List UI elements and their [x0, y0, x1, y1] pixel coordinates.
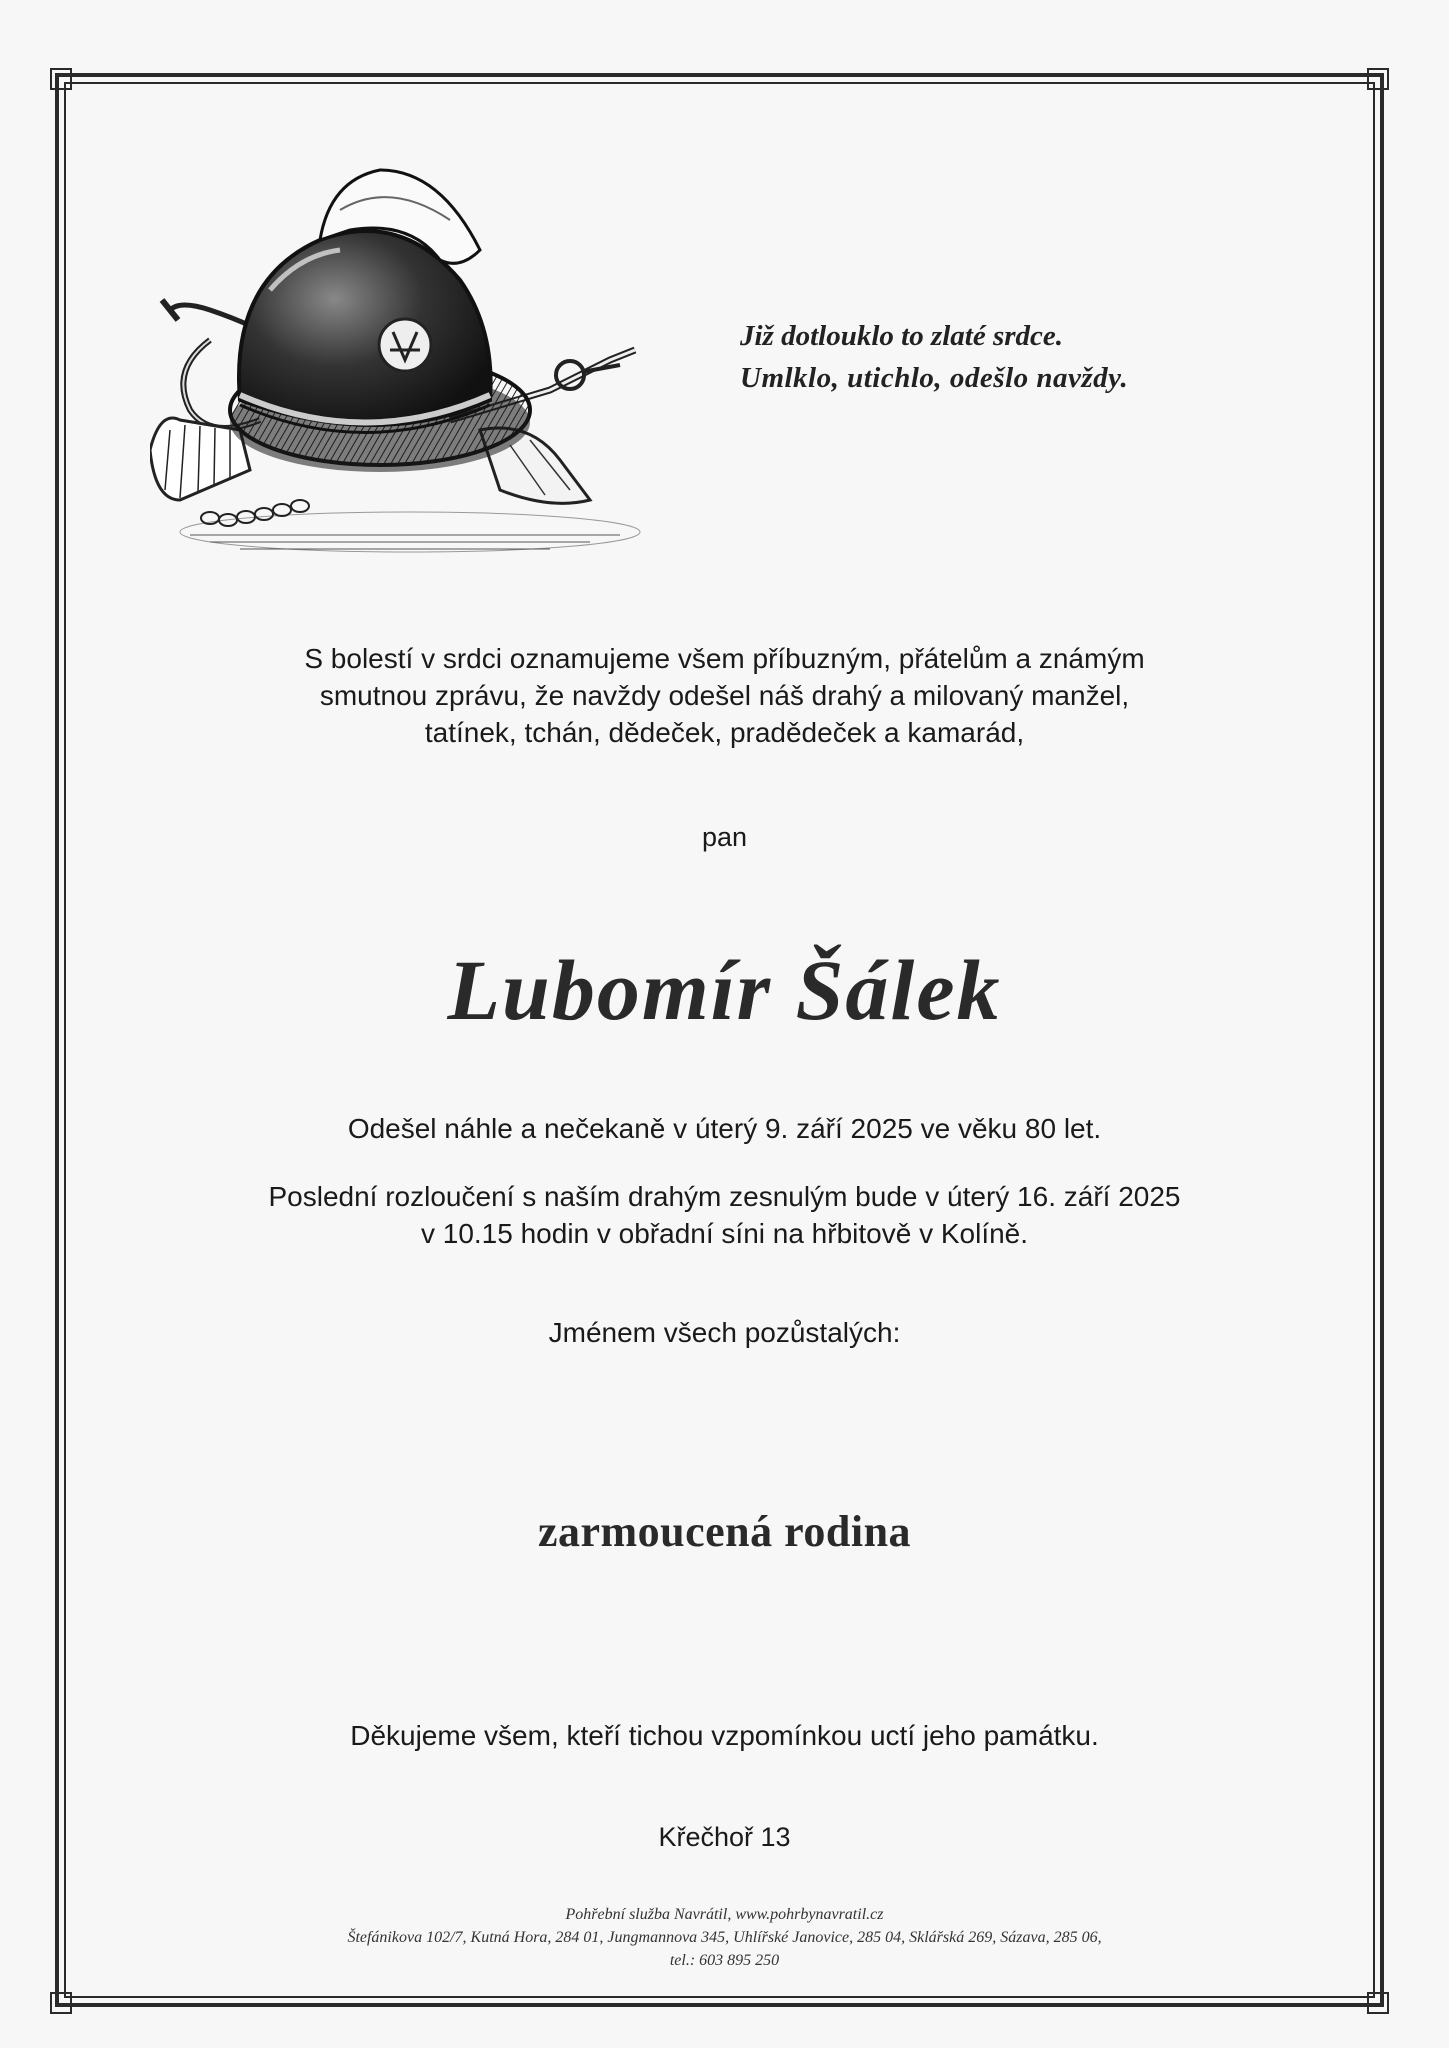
verse — [740, 315, 1260, 399]
funeral-info — [0, 1178, 1449, 1252]
announcement-line: tatínek, tchán, dědeček, pradědeček a kamarád, — [424, 717, 1025, 748]
deceased-name: Lubomír Šálek — [447, 942, 1002, 1038]
death-notice: Odešel náhle a nečekaně v úterý 9. září 2025 ve věku 80 let. — [347, 1113, 1102, 1144]
footer-line: Pohřební služba Navrátil, www.pohrbynavratil.cz — [565, 1906, 884, 1923]
salutation: pan — [701, 822, 748, 852]
corner-ornament — [1367, 1992, 1389, 2014]
verse-line: Již dotlouklo to zlaté srdce. — [740, 320, 1064, 352]
announcement-line: smutnou zprávu, že navždy odešel náš drahý a milovaný manžel, — [319, 680, 1130, 711]
announcement — [0, 640, 1449, 751]
family-signature: zarmoucená rodina — [537, 1507, 912, 1556]
announcement-line: S bolestí v srdci oznamujeme všem příbuzným, přátelům a známým — [304, 643, 1145, 674]
place: Křečhoř 13 — [658, 1822, 791, 1852]
corner-ornament — [50, 68, 72, 90]
footer-line: Štefánikova 102/7, Kutná Hora, 284 01, Jungmannova 345, Uhlířské Janovice, 285 04, Sklářská 269, Sázava, 285 06, — [347, 1929, 1102, 1946]
footer — [0, 1903, 1449, 1972]
funeral-line: Poslední rozloučení s naším drahým zesnulým bude v úterý 16. září 2025 — [268, 1181, 1181, 1212]
thanks-line: Děkujeme všem, kteří tichou vzpomínkou uctí jeho památku. — [350, 1720, 1099, 1751]
corner-ornament — [50, 1992, 72, 2014]
footer-line: tel.: 603 895 250 — [669, 1952, 780, 1969]
corner-ornament — [1367, 68, 1389, 90]
firefighter-helmet-and-horns-icon — [150, 160, 670, 560]
on-behalf-label: Jménem všech pozůstalých: — [548, 1317, 901, 1348]
funeral-line: v 10.15 hodin v obřadní síni na hřbitově v Kolíně. — [420, 1218, 1029, 1249]
verse-line: Umlklo, utichlo, odešlo navždy. — [740, 362, 1129, 394]
